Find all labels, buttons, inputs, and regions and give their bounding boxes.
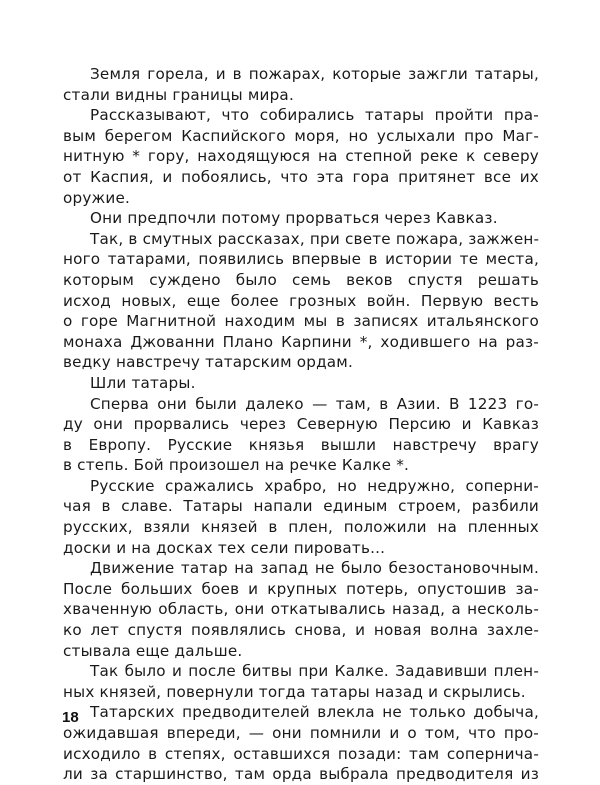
text-line: доски и на досках тех сели пировать... <box>63 538 386 557</box>
text-line: Так было и после битвы при Калке. Задавивши плен- <box>90 662 539 681</box>
page-number: 18 <box>62 709 79 726</box>
text-line: от Каспия, и побоялись, что эта гора притянет все их <box>63 167 539 186</box>
text-line: стывала еще дальше. <box>63 641 243 660</box>
text-line: русских, взяли князей в плен, положили на пленных <box>63 518 539 537</box>
text-line: ведку навстречу татарским ордам. <box>63 353 353 372</box>
text-line: чая в славе. Татары напали единым строем, разбили <box>63 497 539 516</box>
text-line: ли за старшинство, там орда выбрала предводителя из <box>63 765 539 784</box>
text-line: в степь. Бой произошел на речке Калке *. <box>63 456 410 475</box>
text-line: Рассказывают, что собирались татары пройти пра- <box>90 106 539 125</box>
text-line: оружие. <box>63 188 131 207</box>
text-line: ных князей, повернули тогда татары назад и скрылись. <box>63 682 526 701</box>
text-line: хваченную область, они откатывались назад, а несколь- <box>63 600 539 619</box>
text-line: Они предпочли потому прорваться через Кавказ. <box>90 209 498 228</box>
book-page-text <box>63 64 539 785</box>
text-line: Русские сражались храбро, но недружно, соперни- <box>90 476 539 495</box>
text-line: Татарских предводителей влекла не только добыча, <box>90 703 539 722</box>
text-line: исходило в степях, оставшихся позади: там сопернича- <box>63 744 539 763</box>
text-line: монаха Джованни Плано Карпини *, ходившего на раз- <box>63 332 539 351</box>
text-line: После больших боев и крупных потерь, опустошив за- <box>63 579 539 598</box>
text-line: Движение татар на запад не было безостановочным. <box>90 559 539 578</box>
text-line: стали видны границы мира. <box>63 85 294 104</box>
text-line: Шли татары. <box>90 373 196 392</box>
text-line: Земля горела, и в пожарах, которые зажгли татары, <box>90 65 539 83</box>
text-line: ко лет спустя появлялись снова, и новая волна захле- <box>63 621 539 640</box>
text-line: ду они прорвались через Северную Персию и Кавказ <box>63 415 539 434</box>
text-line: нитную * гору, находящуюся на степной реке к северу <box>63 147 539 166</box>
text-line: ного татарами, появились впервые в истории те места, <box>63 250 539 269</box>
text-line: вым берегом Каспийского моря, но услыхали про Маг- <box>63 126 539 145</box>
text-line: Так, в смутных рассказах, при свете пожара, зажжен- <box>90 229 540 248</box>
text-line: в Европу. Русские князья вышли навстречу врагу <box>63 435 539 454</box>
text-line: Сперва они были далеко — там, в Азии. В 1223 го- <box>90 394 539 413</box>
text-line: исход новых, еще более грозных войн. Первую весть <box>63 291 539 310</box>
text-line: ожидавшая впереди, — они помнили и о том, что про- <box>63 724 539 742</box>
text-line: о горе Магнитной находим мы в записях итальянского <box>63 312 539 331</box>
text-line: которым суждено было семь веков спустя решать <box>63 270 539 289</box>
